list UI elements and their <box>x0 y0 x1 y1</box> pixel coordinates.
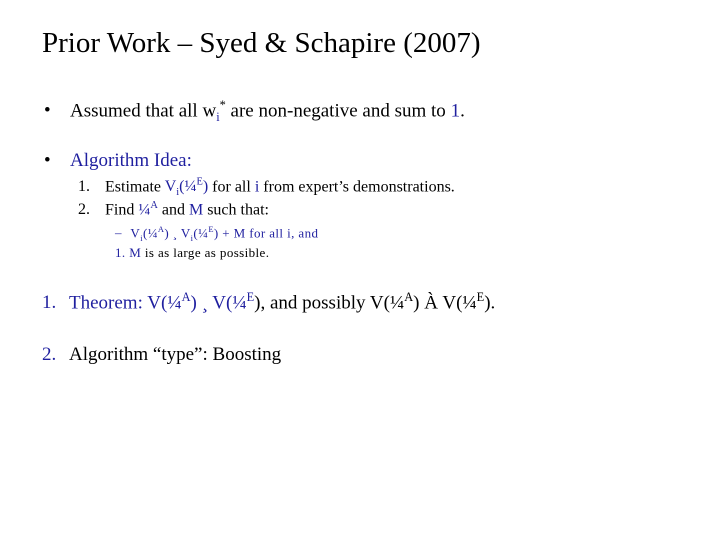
step-text: Find <box>105 201 139 219</box>
constraint-line <box>115 224 318 243</box>
close-paren: ) <box>202 178 209 196</box>
index-i: i <box>254 178 260 196</box>
superscript-A: A <box>181 290 191 304</box>
sub-number: 1. <box>115 245 126 260</box>
subscript-i: i <box>216 110 220 125</box>
algorithm-type-number: 2. <box>42 344 57 365</box>
M-symbol: M <box>129 245 142 260</box>
step-text: Estimate <box>105 178 165 196</box>
policy-symbol: (¼ <box>179 178 197 196</box>
superscript-E: E <box>196 177 203 188</box>
step-number: 1. <box>78 178 90 196</box>
superscript-A: A <box>150 200 158 211</box>
value-function <box>164 177 209 199</box>
slide-title: Prior Work – Syed & Schapire (2007) <box>42 27 481 59</box>
theorem-line <box>42 290 495 314</box>
theorem-number: 1. <box>42 292 57 314</box>
superscript-star: * <box>219 98 226 112</box>
theorem-expr: V(¼ <box>142 292 182 314</box>
superscript-E: E <box>476 290 485 304</box>
theorem-expr: ), and possibly V(¼ <box>254 292 405 314</box>
bullet-marker: • <box>44 150 51 171</box>
step-text-end: such that: <box>203 201 269 219</box>
V-symbol: V <box>130 225 141 241</box>
step-text-end: from expert’s demonstrations. <box>259 178 455 196</box>
superscript-E: E <box>246 290 255 304</box>
policy-symbol: ¼ <box>138 201 151 219</box>
subscript-i: i <box>176 187 180 199</box>
theorem-expr: ) À V(¼ <box>413 292 477 314</box>
V-symbol: V <box>164 178 177 196</box>
step-number: 2. <box>78 201 90 219</box>
period: . <box>460 100 465 122</box>
superscript-A: A <box>157 224 165 234</box>
constraint-text: ) + M for all i, and <box>213 225 319 241</box>
superscript-E: E <box>208 224 214 234</box>
objective-text: is as large as possible. <box>141 245 270 260</box>
M-symbol: M <box>188 201 204 219</box>
theorem-expr: ). <box>484 292 496 314</box>
bullet-text: Algorithm Idea: <box>70 150 192 171</box>
superscript-A: A <box>404 290 414 304</box>
algorithm-type-line <box>42 344 281 366</box>
comparison: ) ¸ V <box>164 225 191 241</box>
value-one: 1 <box>450 100 461 122</box>
dash-marker: – <box>115 225 122 241</box>
bullet-text-cont: are non-negative and sum to <box>225 100 451 122</box>
bullet-marker: • <box>44 100 51 122</box>
algorithm-type-text: Algorithm “type”: Boosting <box>69 344 282 365</box>
bullet-text: Assumed that all w <box>70 100 217 122</box>
step-estimate <box>78 177 455 199</box>
objective-line <box>115 245 269 261</box>
subscript-i: i <box>140 232 143 243</box>
policy-symbol: (¼ <box>142 225 158 241</box>
step-text-cont: and <box>157 201 189 219</box>
bullet-assumption <box>44 98 465 125</box>
theorem-label: Theorem: <box>69 292 143 314</box>
bullet-algorithm-idea <box>44 150 192 172</box>
theorem-expr: ) ¸ V(¼ <box>190 292 247 314</box>
subscript-i: i <box>190 232 194 243</box>
step-find <box>78 200 269 219</box>
step-text-cont: for all <box>208 178 255 196</box>
policy-symbol: (¼ <box>193 225 209 241</box>
